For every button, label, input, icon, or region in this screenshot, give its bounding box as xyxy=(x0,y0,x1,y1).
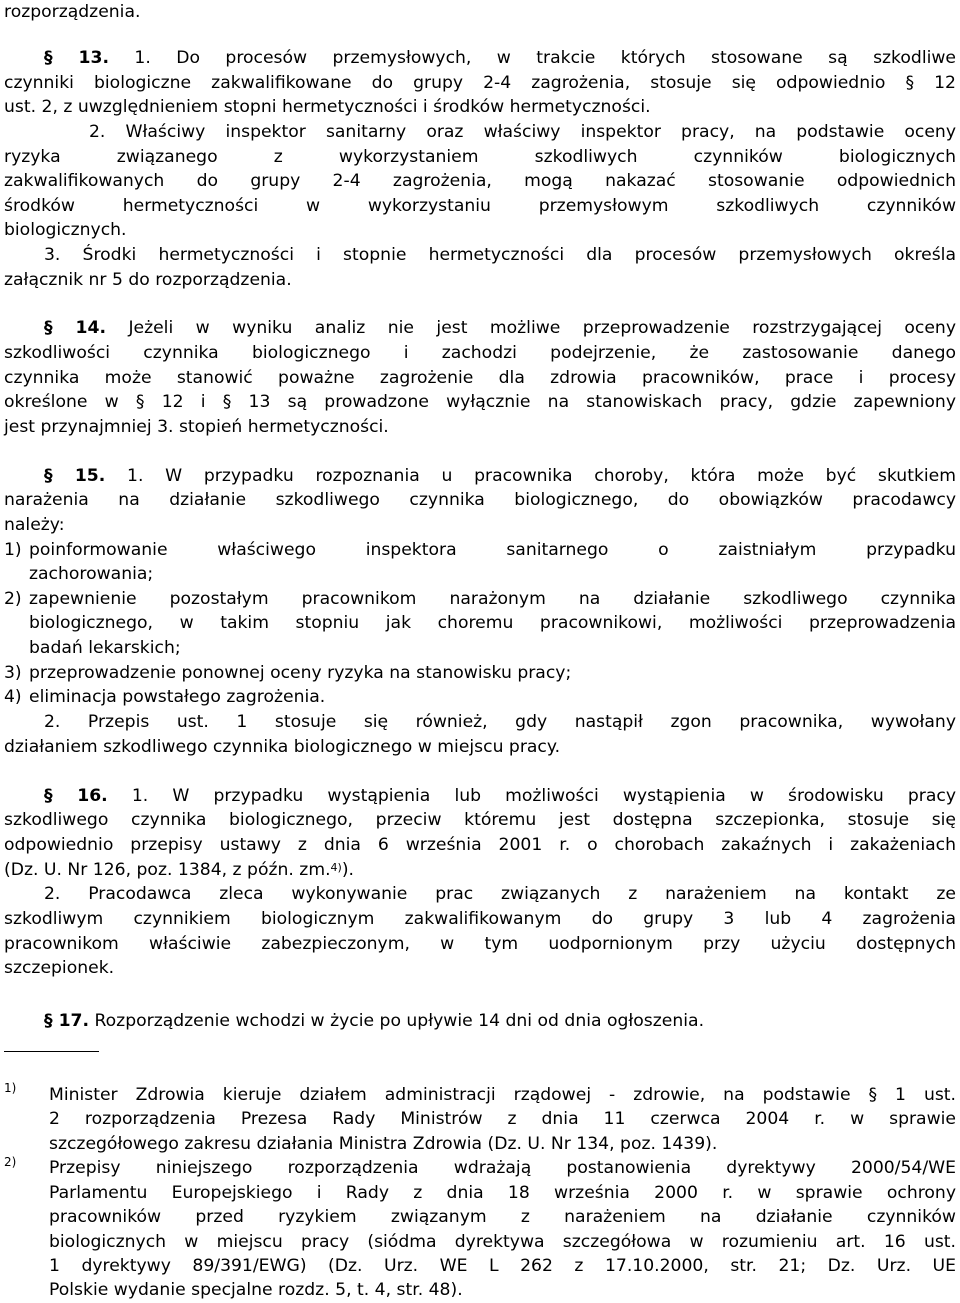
section-15-number: § 15. xyxy=(44,466,106,486)
section-15-line-1: § 15. 1. W przypadku rozpoznania u pracownika choroby, która może być skutkiem xyxy=(44,466,956,486)
section-14-line-5: jest przynajmniej 3. stopień hermetyczności. xyxy=(4,417,389,437)
section-16-line-4: (Dz. U. Nr 126, poz. 1384, z późn. zm.$^{4)}$). xyxy=(4,860,355,880)
list-item: 2) zapewnienie pozostałym pracownikom narażonym na działanie szkodliwego czynnika xyxy=(4,589,956,609)
section-16-line-6: szkodliwym czynnikiem biologicznym zakwalifikowanym do grupy 3 lub 4 zagrożenia xyxy=(4,909,956,929)
section-17-line-1: § 17. Rozporządzenie wchodzi w życie po upływie 14 dni od dnia ogłoszenia. xyxy=(44,1011,705,1031)
section-13-line-8: biologicznych. xyxy=(4,220,127,240)
section-17-number: § 17. xyxy=(44,1011,90,1031)
list-item-continuation: biologicznego, w takim stopniu jak choremu pracownikowi, możliwości przeprowadzenia xyxy=(29,613,956,633)
footnote-2-marker: 2) xyxy=(4,1155,17,1169)
list-item: 4) eliminacja powstałego zagrożenia. xyxy=(4,687,326,707)
section-13-line-4: 2. Właściwy inspektor sanitarny oraz właściwy inspektor pracy, na podstawie oceny xyxy=(89,122,956,142)
section-15-line-3: należy: xyxy=(4,515,65,535)
section-13-line-5: ryzyka związanego z wykorzystaniem szkodliwych czynników biologicznych xyxy=(4,147,956,167)
footnote-2-line-1: Przepisy niniejszego rozporządzenia wdrażają postanowienia dyrektywy 2000/54/WE xyxy=(49,1158,956,1178)
footnote-1-line-2: 2 rozporządzenia Prezesa Rady Ministrów z dnia 11 czerwca 2004 r. w sprawie xyxy=(49,1109,956,1129)
list-item-continuation: badań lekarskich; xyxy=(29,638,181,658)
footnote-separator xyxy=(4,1051,99,1052)
section-15-para-2-line-1: 2. Przepis ust. 1 stosuje się również, gdy nastąpił zgon pracownika, wywołany xyxy=(44,712,956,732)
section-13-line-10: załącznik nr 5 do rozporządzenia. xyxy=(4,270,292,290)
footnote-1-marker: 1) xyxy=(4,1081,17,1095)
section-13-line-2: czynniki biologiczne zakwalifikowane do grupy 2-4 zagrożenia, stosuje się odpowiednio § 12 xyxy=(4,73,956,93)
section-16-line-7: pracownikom właściwie zabezpieczonym, w tym uodpornionym przy użyciu dostępnych xyxy=(4,934,956,954)
section-14-line-3: czynnika może stanowić poważne zagrożenie dla zdrowia pracowników, prace i procesy xyxy=(4,368,956,388)
section-16-line-1: § 16. 1. W przypadku wystąpienia lub możliwości wystąpienia w środowisku pracy xyxy=(44,786,956,806)
footnote-2-line-3: pracowników przed ryzykiem związanym z narażeniem na działanie czynników xyxy=(49,1207,956,1227)
section-15-para-2-line-2: działaniem szkodliwego czynnika biologicznego w miejscu pracy. xyxy=(4,737,561,757)
section-13-line-1: § 13. 1. Do procesów przemysłowych, w trakcie których stosowane są szkodliwe xyxy=(44,48,956,68)
footnote-1-line-1: Minister Zdrowia kieruje działem administracji rządowej - zdrowie, na podstawie § 1 ust. xyxy=(49,1085,956,1105)
list-item: 3) przeprowadzenie ponownej oceny ryzyka na stanowisku pracy; xyxy=(4,663,572,683)
section-13-line-3: ust. 2, z uwzględnieniem stopni hermetyczności i środków hermetyczności. xyxy=(4,97,651,117)
footnote-reference: 4) xyxy=(330,861,342,874)
section-14-number: § 14. xyxy=(44,318,106,338)
section-16-line-2: szkodliwego czynnika biologicznego, przeciw któremu jest dostępna szczepionka, stosuje się xyxy=(4,810,956,830)
section-13-number: § 13. xyxy=(44,48,109,68)
footnote-2-line-2: Parlamentu Europejskiego i Rady z dnia 18 września 2000 r. w sprawie ochrony xyxy=(49,1183,956,1203)
section-16-line-8: szczepionek. xyxy=(4,958,115,978)
list-item-continuation: zachorowania; xyxy=(29,564,154,584)
section-14-line-4: określone w § 12 i § 13 są prowadzone wyłącznie na stanowiskach pracy, gdzie zapewniony xyxy=(4,392,956,412)
section-13-line-7: środków hermetyczności w wykorzystaniu przemysłowym szkodliwych czynników xyxy=(4,196,956,216)
section-16-line-3: odpowiednio przepisy ustawy z dnia 6 września 2001 r. o chorobach zakaźnych i zakażeniach xyxy=(4,835,956,855)
footnote-1-line-3: szczegółowego zakresu działania Ministra Zdrowia (Dz. U. Nr 134, poz. 1439). xyxy=(49,1134,718,1154)
section-16-number: § 16. xyxy=(44,786,108,806)
footnote-2-line-5: 1 dyrektywy 89/391/EWG) (Dz. Urz. WE L 262 z 17.10.2000, str. 21; Dz. Urz. UE xyxy=(49,1256,956,1276)
section-13-line-9: 3. Środki hermetyczności i stopnie hermetyczności dla procesów przemysłowych określa xyxy=(44,245,956,265)
section-13-line-6: zakwalifikowanych do grupy 2-4 zagrożenia, mogą nakazać stosowanie odpowiednich xyxy=(4,171,956,191)
section-16-line-5: 2. Pracodawca zleca wykonywanie prac związanych z narażeniem na kontakt ze xyxy=(44,884,956,904)
preceding-text: rozporządzenia. xyxy=(4,2,141,22)
footnote-2-line-6: Polskie wydanie specjalne rozdz. 5, t. 4, str. 48). xyxy=(49,1280,463,1300)
footnote-2-line-4: biologicznych w miejscu pracy (siódma dyrektywa szczegółowa w rozumieniu art. 16 ust. xyxy=(49,1232,956,1252)
section-14-line-2: szkodliwości czynnika biologicznego i zachodzi podejrzenie, że zastosowanie danego xyxy=(4,343,956,363)
section-14-line-1: § 14. Jeżeli w wyniku analiz nie jest możliwe przeprowadzenie rozstrzygającej oceny xyxy=(44,318,956,338)
list-item: 1) poinformowanie właściwego inspektora sanitarnego o zaistniałym przypadku xyxy=(4,540,956,560)
section-15-line-2: narażenia na działanie szkodliwego czynnika biologicznego, do obowiązków pracodawcy xyxy=(4,490,956,510)
